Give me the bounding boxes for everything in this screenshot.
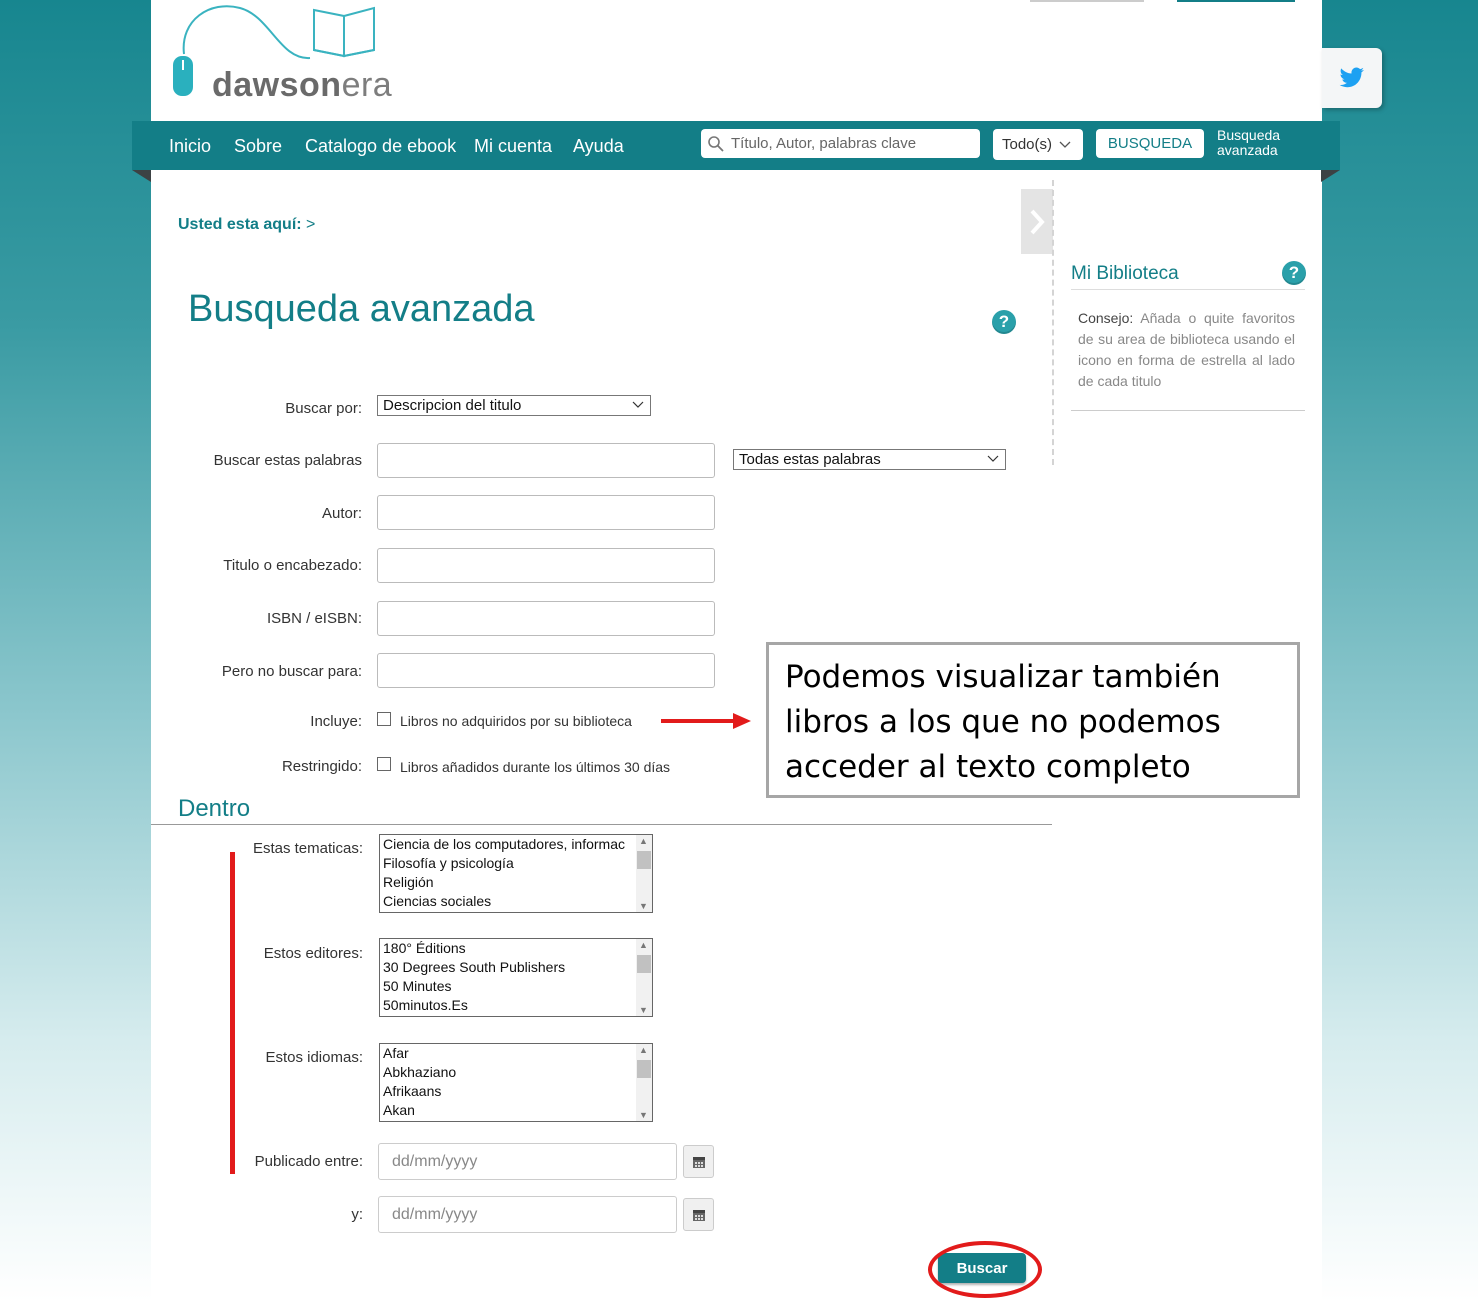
nav-item-mi-cuenta[interactable]: Mi cuenta [474, 136, 553, 156]
scroll-up-icon[interactable]: ▲ [639, 940, 648, 950]
nav-item-catalogo[interactable]: Catalogo de ebook [305, 136, 457, 156]
scrollbar-thumb[interactable] [637, 1060, 651, 1078]
breadcrumb [178, 216, 315, 234]
calendar-icon [692, 1155, 706, 1169]
exclude-input[interactable] [377, 653, 715, 688]
advanced-search-link[interactable] [1217, 128, 1280, 158]
search-words-mode-select[interactable] [733, 449, 1006, 470]
search-icon [707, 135, 725, 153]
author-label: Autor: [321, 505, 362, 522]
list-item[interactable]: Afar [383, 1045, 409, 1061]
exclude-label: Pero no buscar para: [221, 663, 362, 680]
top-tab-divider [1030, 0, 1144, 2]
isbn-label: ISBN / eISBN: [266, 610, 362, 627]
advanced-search-link-line2: avanzada [1217, 142, 1278, 158]
search-words-mode-value: Todas estas palabras [739, 451, 881, 468]
submit-search-button[interactable]: Buscar [938, 1253, 1026, 1283]
list-item[interactable]: 180° Éditions [383, 940, 466, 956]
listbox-scrollbar[interactable] [636, 939, 652, 1016]
quick-search-button[interactable]: BUSQUEDA [1096, 129, 1204, 158]
quick-search-box [701, 129, 980, 158]
sidebar-toggle-button[interactable] [1021, 189, 1053, 254]
list-item[interactable]: Filosofía y psicología [383, 855, 514, 871]
nav-item-ayuda[interactable]: Ayuda [573, 136, 624, 156]
advanced-search-link-line1: Busqueda [1217, 127, 1281, 143]
twitter-button[interactable] [1322, 48, 1382, 108]
sidebar-help-icon[interactable]: ? [1282, 261, 1306, 285]
calendar-icon [692, 1208, 706, 1222]
scroll-up-icon[interactable]: ▲ [639, 1045, 648, 1055]
restrict-label: Restringido: [281, 758, 362, 775]
search-words-input[interactable] [377, 443, 715, 478]
publishers-listbox[interactable] [379, 938, 653, 1017]
title-input[interactable] [377, 548, 715, 583]
list-item[interactable]: Akan [383, 1102, 415, 1118]
annotation-text-line: libros a los que no podemos [785, 704, 1221, 740]
listbox-scrollbar[interactable] [636, 1044, 652, 1121]
search-by-select[interactable] [377, 395, 651, 416]
chevron-right-icon [1029, 208, 1045, 236]
include-unowned-checkbox[interactable] [377, 712, 391, 726]
list-item[interactable]: Religión [383, 874, 434, 890]
publishers-label: Estos editores: [263, 945, 363, 962]
annotation-callout [766, 642, 1300, 798]
sidebar-rule [1071, 410, 1305, 411]
date-to-calendar-button[interactable] [683, 1198, 714, 1231]
search-by-value: Descripcion del titulo [383, 397, 522, 414]
annotation-highlight-line [230, 852, 235, 1174]
scroll-down-icon[interactable]: ▼ [639, 1110, 648, 1120]
annotation-text-line: acceder al texto completo [785, 749, 1191, 785]
scroll-up-icon[interactable]: ▲ [639, 836, 648, 846]
logo-wordmark: dawsonera [212, 66, 393, 104]
author-input[interactable] [377, 495, 715, 530]
sidebar-divider [1052, 180, 1054, 465]
languages-listbox[interactable] [379, 1043, 653, 1122]
list-item[interactable]: 30 Degrees South Publishers [383, 959, 566, 975]
search-scope-value: Todo(s) [1002, 136, 1053, 153]
date-from-input[interactable] [390, 1152, 654, 1172]
nav-fold-right [1321, 170, 1340, 182]
scrollbar-thumb[interactable] [637, 955, 651, 973]
chevron-down-icon [632, 399, 644, 411]
list-item[interactable]: 50 Minutes [383, 978, 452, 994]
nav-fold-left [132, 170, 151, 182]
list-item[interactable]: 50minutos.Es [383, 997, 468, 1013]
within-heading: Dentro [178, 795, 251, 822]
annotation-text-line: Podemos visualizar también [785, 659, 1221, 695]
list-item[interactable]: Afrikaans [383, 1083, 442, 1099]
include-label: Incluye: [310, 713, 362, 730]
date-from-calendar-button[interactable] [683, 1145, 714, 1178]
list-item[interactable]: Ciencias sociales [383, 893, 492, 909]
published-between-label: Publicado entre: [254, 1153, 363, 1170]
sidebar-tip-label: Consejo: [1078, 310, 1134, 326]
subjects-label: Estas tematicas: [252, 840, 363, 857]
restrict-recent-label[interactable]: Libros añadidos durante los últimos 30 días [400, 759, 671, 775]
nav-item-inicio[interactable]: Inicio [169, 136, 212, 156]
search-scope-select[interactable] [993, 129, 1083, 160]
quick-search-input[interactable] [729, 134, 973, 153]
search-words-label: Buscar estas palabras [213, 452, 362, 469]
sidebar-rule [1071, 289, 1305, 290]
include-unowned-label[interactable]: Libros no adquiridos por su biblioteca [400, 713, 632, 729]
date-to-input[interactable] [390, 1205, 654, 1225]
twitter-icon [1339, 67, 1365, 89]
listbox-scrollbar[interactable] [636, 835, 652, 912]
list-item[interactable]: Ciencia de los computadores, informac [383, 836, 626, 852]
help-icon[interactable]: ? [992, 310, 1016, 334]
date-to-field [378, 1196, 677, 1233]
restrict-recent-checkbox[interactable] [377, 757, 391, 771]
sidebar-title: Mi Biblioteca [1071, 263, 1179, 284]
nav-item-sobre[interactable]: Sobre [234, 136, 283, 156]
scrollbar-thumb[interactable] [637, 851, 651, 869]
title-label: Titulo o encabezado: [223, 557, 362, 574]
isbn-input[interactable] [377, 601, 715, 636]
chevron-down-icon [1059, 141, 1071, 149]
within-rule [151, 824, 1052, 825]
page-title: Busqueda avanzada [188, 288, 535, 330]
list-item[interactable]: Abkhaziano [383, 1064, 457, 1080]
subjects-listbox[interactable] [379, 834, 653, 913]
annotation-highlight-ellipse [928, 1241, 1042, 1298]
breadcrumb-label: Usted esta aquí: [178, 216, 302, 233]
date-and-label: y: [351, 1206, 363, 1223]
breadcrumb-separator: > [306, 216, 316, 233]
annotation-arrow-icon [661, 712, 753, 730]
sidebar-tip [1078, 308, 1295, 392]
chevron-down-icon [987, 453, 999, 465]
date-from-field [378, 1143, 677, 1180]
scroll-down-icon[interactable]: ▼ [639, 1005, 648, 1015]
search-by-label: Buscar por: [285, 400, 362, 417]
top-tab-divider [1177, 0, 1295, 2]
languages-label: Estos idiomas: [265, 1049, 363, 1066]
scroll-down-icon[interactable]: ▼ [639, 901, 648, 911]
sidebar-tip-text: Añada o quite favoritos de su area de biblioteca usando el icono en forma de estrella al lado de cada titulo [1078, 310, 1295, 389]
